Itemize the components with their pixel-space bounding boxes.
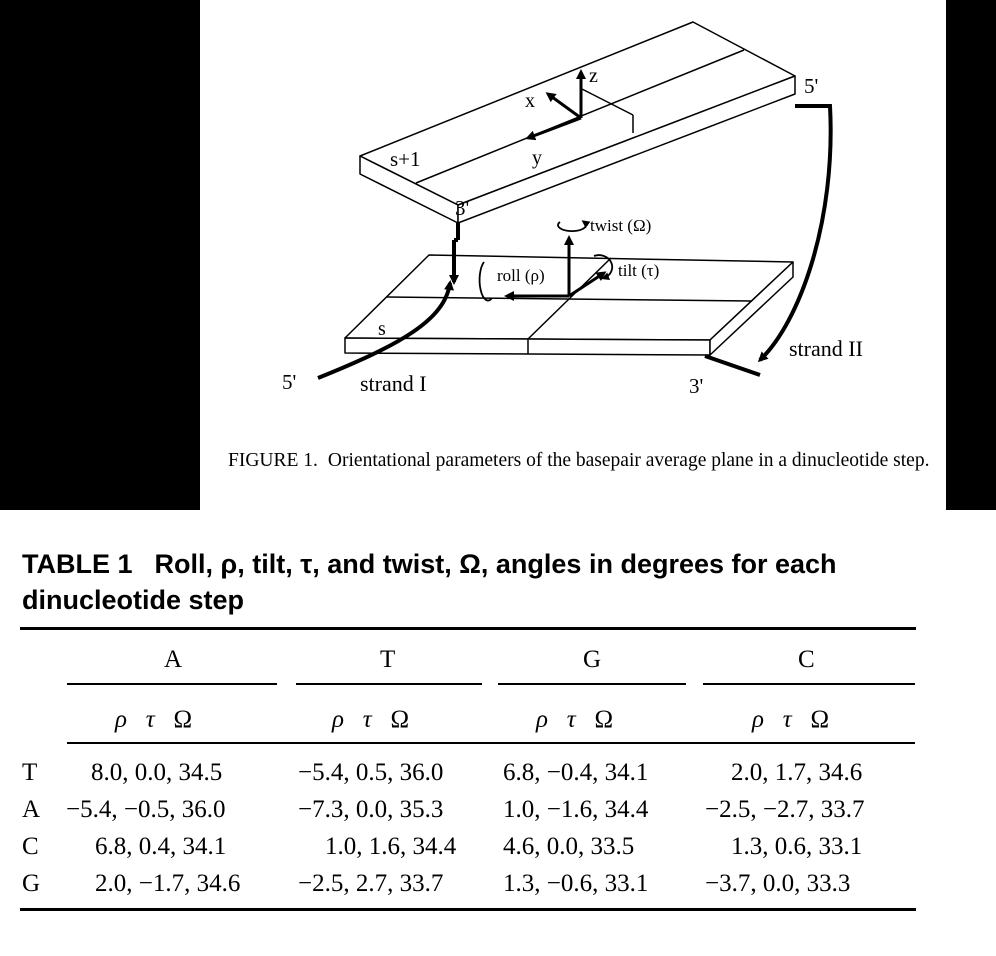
mid-three-prime-label: 3' [455,196,470,220]
subheader-g [536,706,613,734]
omega-symbol: Ω [594,706,614,733]
table-cell: −3.7, 0.0, 33.3 [705,870,851,897]
subheader-c [752,706,829,734]
table-cell: 6.8, −0.4, 34.1 [503,759,649,786]
table-cell: −5.4, 0.5, 36.0 [298,759,444,786]
table-cell: 1.3, −0.6, 33.1 [503,870,649,897]
subheader-t [332,706,409,734]
table-cell: −7.3, 0.0, 35.3 [298,796,444,823]
table-cell: 6.8, 0.4, 34.1 [95,833,227,860]
subheader-rule [67,742,915,744]
row-label-g: G [22,870,41,897]
row-label-a: A [22,796,41,823]
table-top-rule [20,627,916,630]
column-rule-c [703,683,915,685]
rho-symbol: ρ [115,706,127,733]
right-black-margin [946,0,996,510]
omega-symbol: Ω [390,706,410,733]
table-bottom-rule [20,908,916,911]
tau-symbol: τ [145,706,155,733]
rho-symbol: ρ [536,706,548,733]
omega-symbol: Ω [173,706,193,733]
row-label-c: C [22,833,39,860]
table-cell: 1.0, −1.6, 34.4 [503,796,649,823]
column-rule-a [67,683,277,685]
left-black-margin [0,0,200,510]
x-axis-label: x [525,90,535,112]
column-rule-t [296,683,482,685]
table-title-text: Roll, ρ, tilt, τ, and twist, Ω, angles in degrees for each dinucleotide step [22,549,837,615]
z-axis-label: z [589,65,598,87]
column-header-a: A [164,646,183,673]
table-cell: 1.3, 0.6, 33.1 [731,833,863,860]
rho-symbol: ρ [332,706,344,733]
tilt-label: tilt (τ) [618,261,660,280]
twist-label: twist (Ω) [590,216,652,235]
subheader-a [115,706,192,734]
figure-caption-text: Orientational parameters of the basepair average plane in a dinucleotide step. [327,450,930,471]
strand-two-label: strand II [789,336,863,361]
column-header-g: G [583,646,602,673]
table-cell: 8.0, 0.0, 34.5 [91,759,223,786]
column-header-t: T [380,646,396,673]
tau-symbol: τ [782,706,792,733]
figure-number: FIGURE 1. [228,450,318,471]
table-cell: −2.5, 2.7, 33.7 [298,870,444,897]
tau-symbol: τ [566,706,576,733]
rho-symbol: ρ [752,706,764,733]
top-five-prime-label: 5' [804,74,819,98]
omega-symbol: Ω [810,706,830,733]
figure-caption [228,447,940,475]
figure-1 [200,0,946,510]
table-title [22,546,942,618]
table-cell: 2.0, 1.7, 34.6 [731,759,863,786]
y-axis-label: y [532,147,542,169]
top-basepair-slab [360,22,795,223]
basepair-diagram [200,0,946,440]
column-rule-g [498,683,686,685]
left-five-prime-label: 5' [282,370,297,394]
strand-one-label: strand I [360,371,427,396]
table-cell: 4.6, 0.0, 33.5 [503,833,635,860]
row-label-t: T [22,759,38,786]
tau-symbol: τ [362,706,372,733]
table-cell: 2.0, −1.7, 34.6 [95,870,241,897]
bottom-slab-label: s [378,318,386,340]
table-cell: −2.5, −2.7, 33.7 [705,796,865,823]
roll-label: roll (ρ) [497,266,545,285]
table-number: TABLE 1 [22,549,133,579]
column-header-c: C [798,646,815,673]
table-cell: 1.0, 1.6, 34.4 [325,833,457,860]
bottom-three-prime-label: 3' [689,374,704,398]
top-slab-label: s+1 [390,147,421,171]
table-cell: −5.4, −0.5, 36.0 [66,796,226,823]
